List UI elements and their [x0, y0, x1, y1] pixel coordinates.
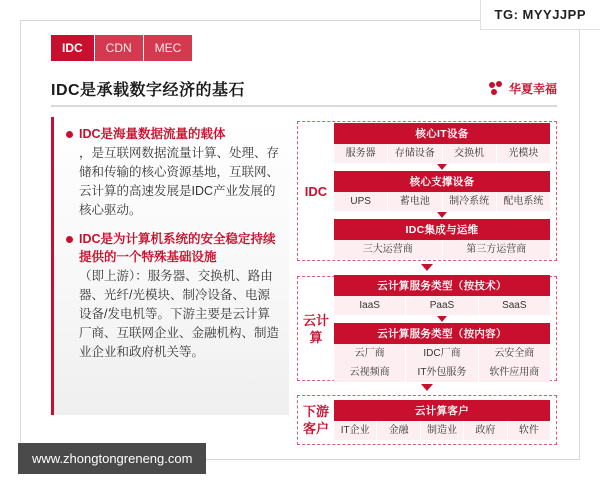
block-core-support	[334, 171, 550, 211]
cell: 政府	[464, 421, 507, 440]
cell: 服务器	[334, 144, 388, 163]
group-body-downstream	[334, 395, 556, 445]
block-cells	[334, 363, 550, 382]
block-cells	[334, 296, 550, 315]
cell: IDC厂商	[406, 344, 478, 363]
bullet-head	[66, 125, 279, 143]
cell: UPS	[334, 192, 388, 211]
cell: PaaS	[406, 296, 478, 315]
title-row	[51, 71, 557, 107]
cell: 云视频商	[334, 363, 406, 382]
cell: 软件	[518, 425, 539, 436]
block-cells	[334, 240, 550, 259]
arrow-down-icon	[437, 212, 447, 218]
cell: 配电系统	[503, 196, 544, 207]
arrow-down-icon	[437, 316, 447, 322]
block-cloud-content	[334, 323, 550, 382]
cell: 第三方运营商	[466, 244, 527, 255]
block-cells	[334, 421, 550, 440]
cell: IT外包服务	[406, 363, 478, 382]
tab-idc[interactable]: IDC	[51, 35, 95, 61]
group-label-idc: IDC	[304, 183, 328, 199]
slide-canvas	[20, 20, 580, 460]
cell: 制造业	[421, 421, 464, 440]
diagram-group-idc	[297, 121, 557, 261]
cell: IaaS	[334, 296, 406, 315]
diagram-group-cloud	[297, 276, 557, 381]
flower-icon	[489, 81, 504, 96]
diagram-group-downstream	[297, 395, 557, 445]
block-idc-integration	[334, 219, 550, 259]
cell: 三大运营商	[334, 240, 443, 259]
group-body-idc	[334, 118, 556, 264]
cell: 云厂商	[334, 344, 406, 363]
url-watermark: www.zhongtongreneng.com	[18, 443, 206, 474]
cell: 金融	[377, 421, 420, 440]
cell: 光模块	[508, 148, 539, 159]
cell: SaaS	[502, 300, 527, 311]
bullet-head-text: IDC是海量数据流量的载体	[79, 127, 226, 141]
cell: 云安全商	[494, 348, 535, 359]
tab-mec[interactable]: MEC	[144, 35, 193, 61]
page-title: IDC是承载数字经济的基石	[51, 81, 246, 99]
cell: IT企业	[334, 421, 377, 440]
bullet-item	[66, 125, 279, 220]
cell: 制冷系统	[443, 192, 497, 211]
block-title: 云计算服务类型（按内容）	[334, 323, 550, 344]
cell: 存储设备	[388, 144, 442, 163]
block-core-it	[334, 123, 550, 163]
block-title: 云计算服务类型（按技术）	[334, 275, 550, 296]
block-cells	[334, 192, 550, 211]
block-title: 核心IT设备	[334, 123, 550, 144]
group-label-cloud: 云计算	[302, 312, 329, 345]
cell: 蓄电池	[388, 192, 442, 211]
arrow-down-icon	[437, 164, 447, 170]
bullet-body-text: （即上游）：服务器、交换机、路由器、光纤/光模块、制冷设备、电源设备/发电机等。下游主要是云计算厂商、互联网企业、金融机构、制造业企业和政府机关等。	[79, 269, 280, 359]
bullet-item	[66, 230, 279, 362]
brand-logo	[489, 80, 557, 97]
cell: 软件应用商	[489, 367, 540, 378]
tg-watermark: TG: MYYJJPP	[480, 0, 600, 30]
block-title: IDC集成与运维	[334, 219, 550, 240]
block-cells	[334, 144, 550, 163]
block-cells	[334, 344, 550, 363]
block-title: 云计算客户	[334, 400, 550, 421]
bullet-body-text: ，是互联网数据流量计算、处理、存储和传输的核心资源基地，互联网、云计算的高速发展是IDC产业发展的核心驱动。	[79, 146, 280, 217]
value-chain-diagram	[297, 121, 557, 436]
bullet-head-text: IDC是为计算机系统的安全稳定持续提供的一个特殊基础设施	[79, 232, 276, 264]
arrow-down-icon	[421, 384, 433, 391]
brand-name: 华夏幸福	[508, 81, 557, 96]
bullet-dot-icon	[66, 236, 73, 243]
block-title: 核心支撑设备	[334, 171, 550, 192]
bullet-dot-icon	[66, 131, 73, 138]
group-body-cloud	[334, 270, 556, 387]
block-cloud-customers	[334, 400, 550, 440]
block-cloud-tech	[334, 275, 550, 315]
bullet-head	[66, 230, 279, 266]
category-tabs[interactable]	[51, 35, 192, 61]
cell: 交换机	[443, 144, 497, 163]
tab-cdn[interactable]: CDN	[95, 35, 144, 61]
left-text-panel	[51, 117, 289, 415]
group-label-downstream: 下游客户	[302, 404, 329, 436]
